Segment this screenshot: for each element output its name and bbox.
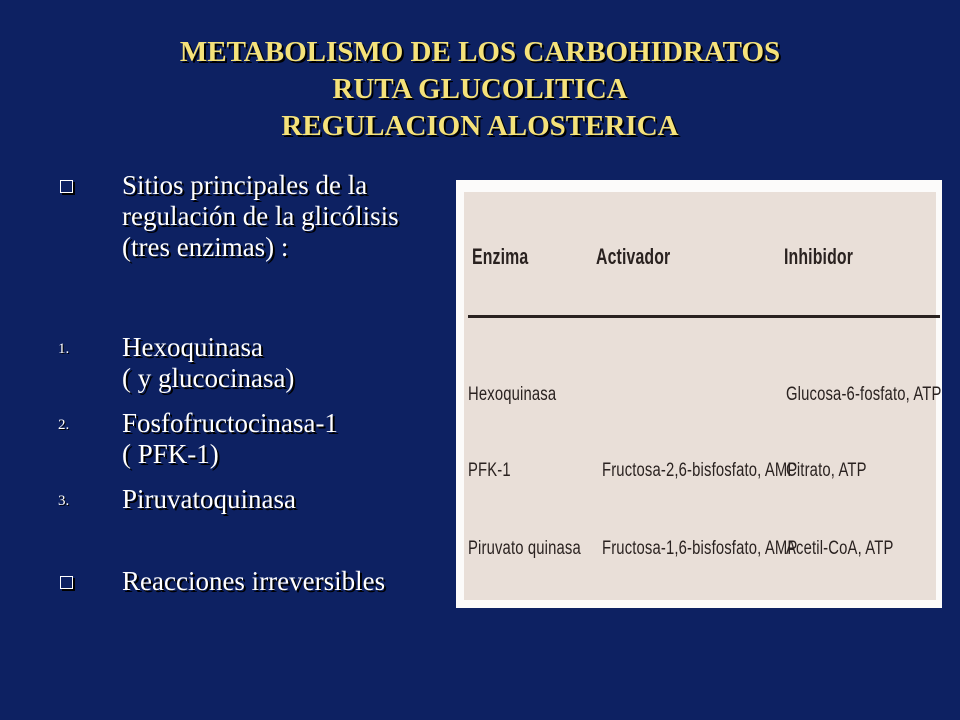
list-number: 2. (58, 417, 70, 433)
slide-title (0, 34, 960, 145)
checkbox-bullet-icon (60, 576, 73, 589)
checkbox-bullet-icon (60, 180, 73, 193)
title-line-3: REGULACION ALOSTERICA (281, 110, 679, 142)
title-line-1: METABOLISMO DE LOS CARBOHIDRATOS (179, 36, 781, 68)
list-line: Hexoquinasa (122, 332, 263, 362)
title-line-2: RUTA GLUCOLITICA (332, 73, 628, 105)
list-number: 1. (58, 341, 70, 357)
cell-activador: Fructosa-1,6-bisfosfato, AMP (602, 538, 798, 559)
list-line: ( y glucocinasa) (122, 363, 295, 393)
list-line: Piruvatoquinasa (122, 484, 296, 514)
bullet-line: regulación de la glicólisis (122, 201, 399, 231)
bullet-line: Reacciones irreversibles (122, 566, 386, 596)
bullet-line: Sitios principales de la (122, 170, 368, 200)
cell-enzima: Piruvato quinasa (468, 538, 581, 559)
header-enzima: Enzima (472, 244, 529, 269)
cell-inhibidor: Citrato, ATP (786, 460, 867, 481)
header-inhibidor: Inhibidor (784, 244, 854, 269)
list-line: ( PFK-1) (122, 439, 219, 469)
cell-enzima: Hexoquinasa (468, 384, 557, 405)
bullet-line: (tres enzimas) : (122, 232, 289, 262)
cell-inhibidor: Glucosa-6-fosfato, ATP (786, 384, 942, 405)
list-line: Fosfofructocinasa-1 (122, 408, 338, 438)
cell-inhibidor: Acetil-CoA, ATP (786, 538, 894, 559)
cell-enzima: PFK-1 (468, 460, 511, 481)
header-divider (468, 315, 940, 318)
regulation-table (464, 192, 942, 600)
header-activador: Activador (596, 244, 671, 269)
regulation-table-image (456, 180, 942, 608)
list-number: 3. (58, 493, 70, 509)
cell-activador: Fructosa-2,6-bisfosfato, AMP (602, 460, 798, 481)
